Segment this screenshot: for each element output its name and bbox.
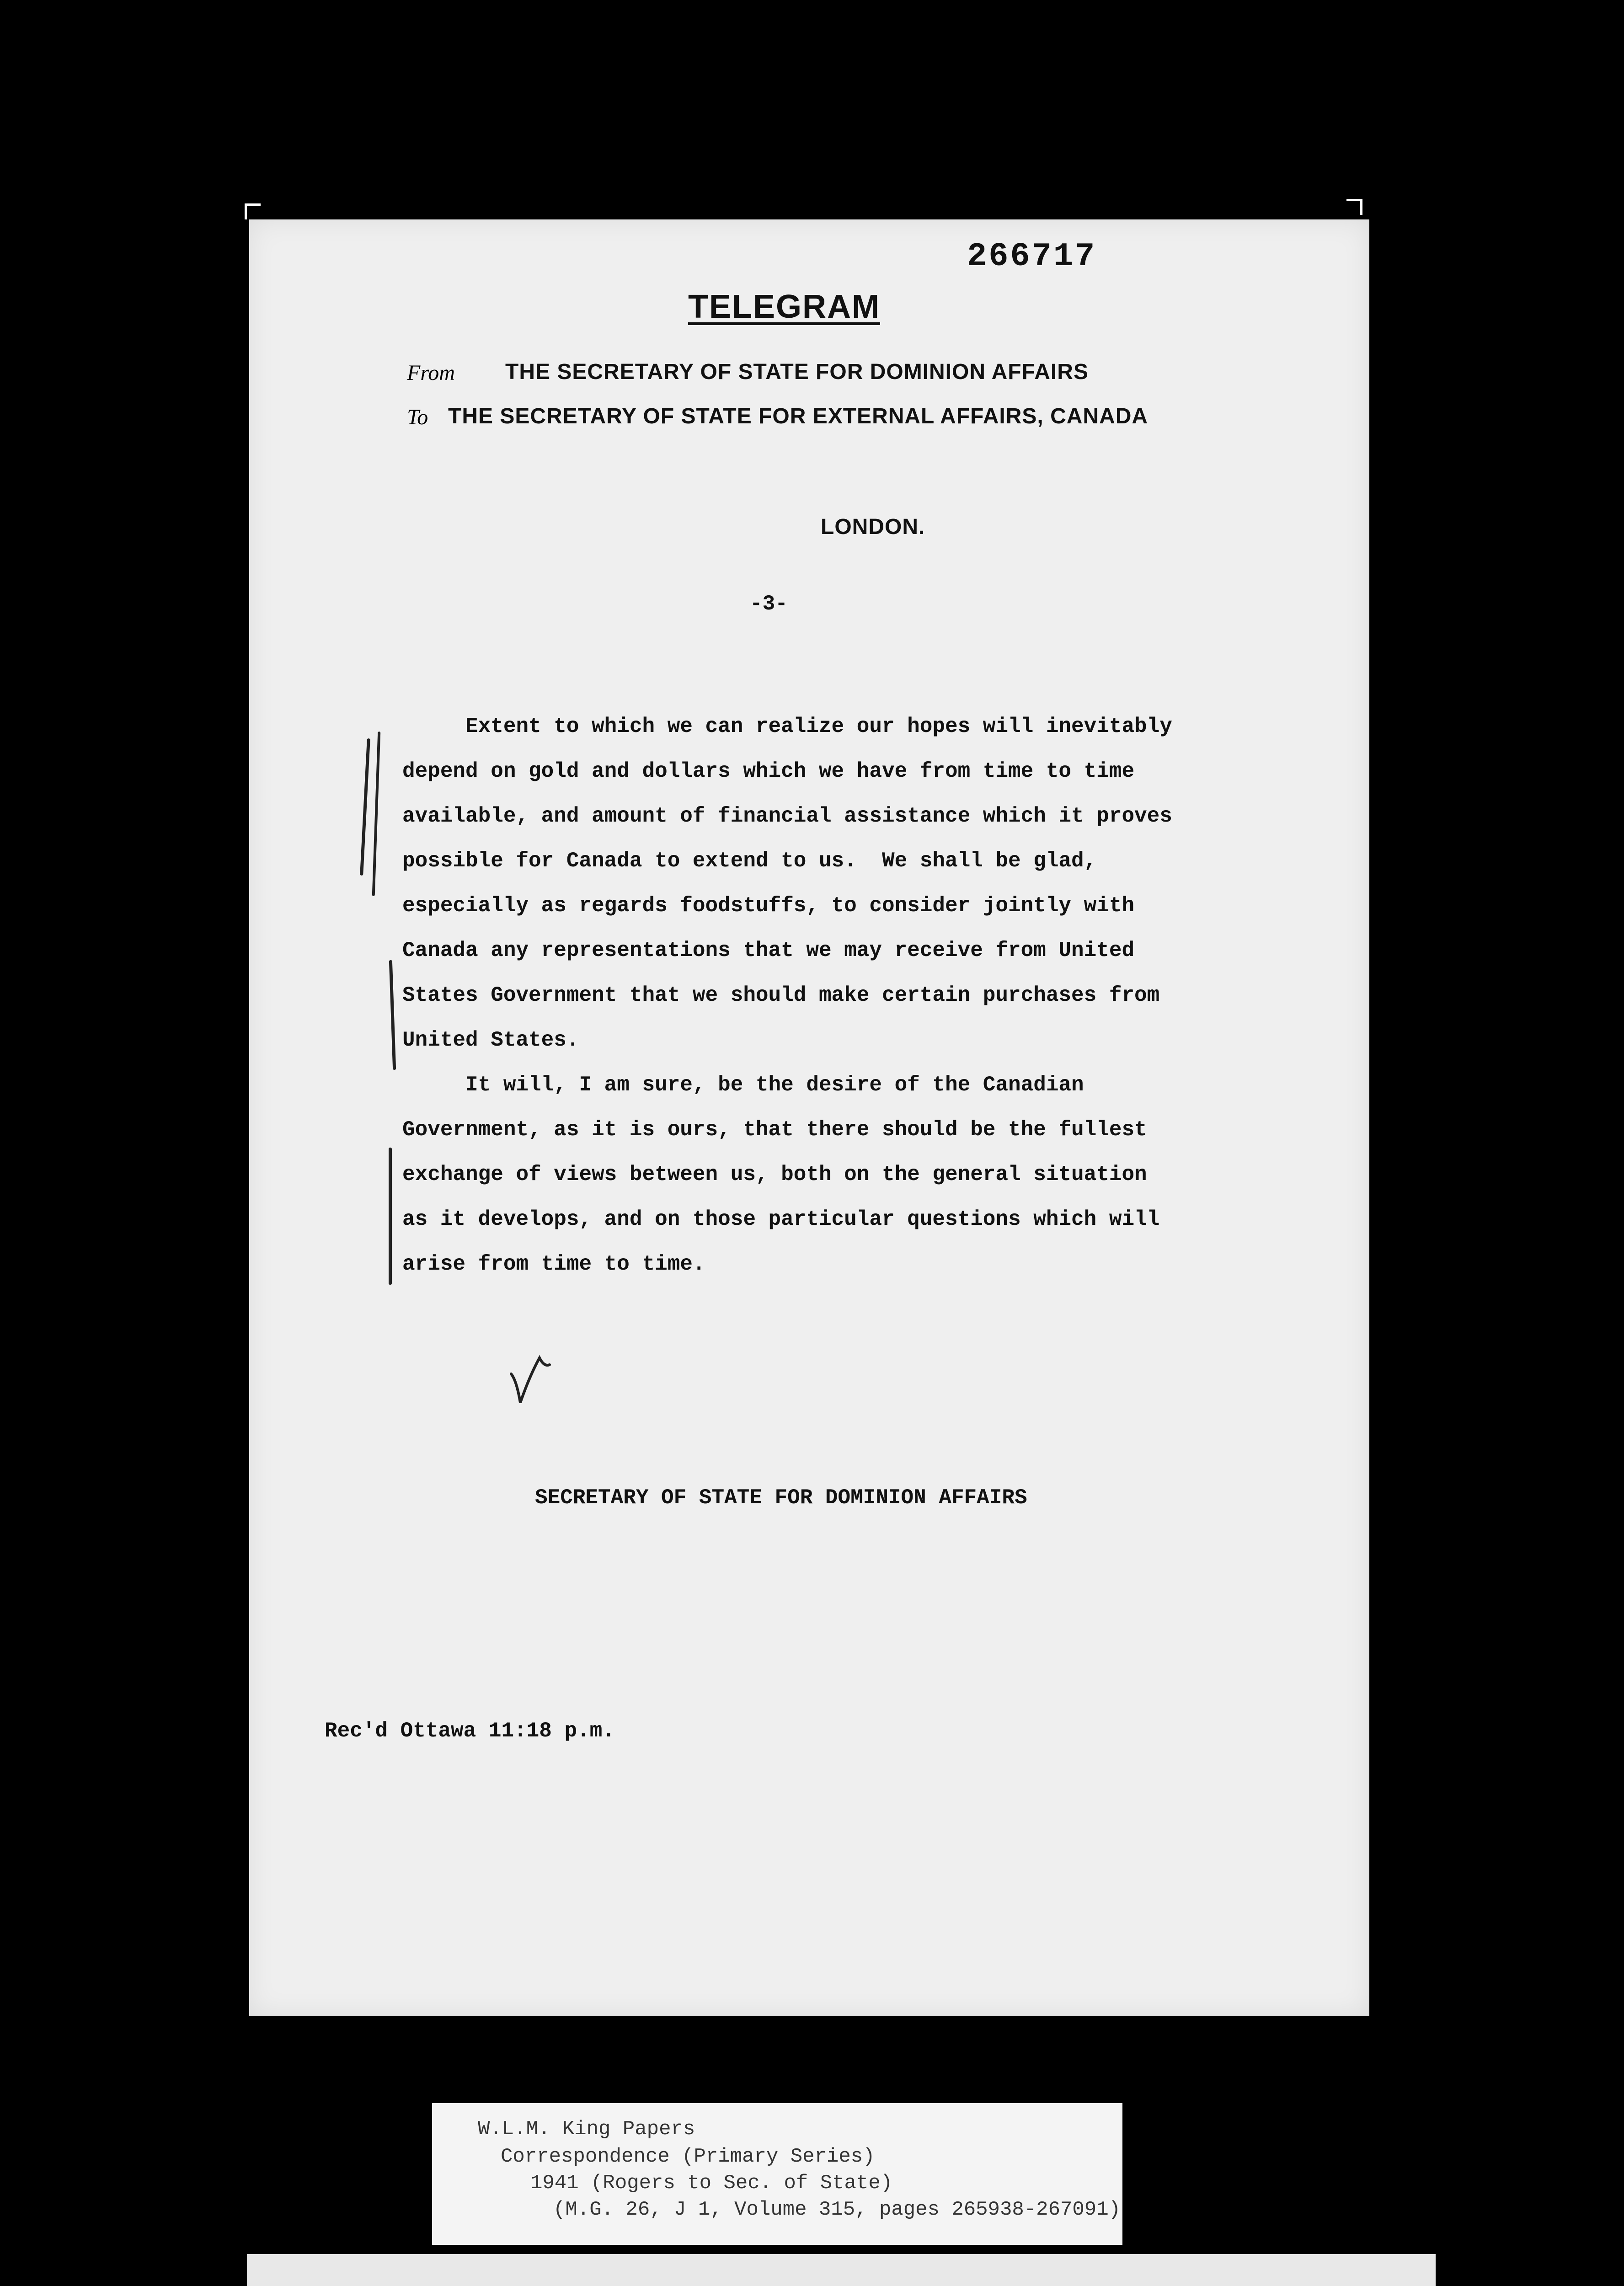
- telegram-body: [402, 704, 1362, 1287]
- label-line: 1941 (Rogers to Sec. of State): [530, 2172, 893, 2195]
- signature-block: SECRETARY OF STATE FOR DOMINION AFFAIRS: [535, 1486, 1027, 1510]
- archive-stamp-box: [247, 2254, 1436, 2286]
- to-label: To: [407, 405, 428, 429]
- margin-mark: [389, 1148, 392, 1285]
- tick-mark-icon: [508, 1349, 558, 1408]
- margin-mark: [372, 732, 381, 896]
- margin-mark: [360, 738, 370, 876]
- from-label: From: [407, 361, 455, 385]
- crop-mark-top-right: [1346, 199, 1362, 215]
- body-line: especially as regards foodstuffs, to consider jointly with: [402, 894, 1135, 918]
- finding-aid-label: [432, 2103, 1122, 2245]
- body-line: arise from time to time.: [402, 1252, 705, 1276]
- crop-mark-top-left: [245, 203, 261, 219]
- margin-mark: [389, 960, 396, 1070]
- body-line: depend on gold and dollars which we have from time to time: [402, 759, 1135, 783]
- body-line: Canada any representations that we may receive from United: [402, 939, 1135, 962]
- label-line: Correspondence (Primary Series): [501, 2145, 875, 2168]
- body-line: Extent to which we can realize our hopes will inevitably: [402, 715, 1172, 738]
- body-line: possible for Canada to extend to us. We shall be glad,: [402, 849, 1097, 873]
- body-line: as it develops, and on those particular questions which will: [402, 1207, 1160, 1231]
- body-line: exchange of views between us, both on the general situation: [402, 1163, 1147, 1186]
- body-line: United States.: [402, 1028, 579, 1052]
- body-line: Government, as it is ours, that there should be the fullest: [402, 1118, 1147, 1142]
- label-line: (M.G. 26, J 1, Volume 315, pages 265938-267091): [553, 2198, 1121, 2221]
- body-line: States Government that we should make certain purchases from: [402, 983, 1160, 1007]
- from-value: THE SECRETARY OF STATE FOR DOMINION AFFAIRS: [505, 360, 1089, 384]
- place-of-origin: LONDON.: [821, 515, 925, 539]
- page-number: -3-: [750, 592, 788, 616]
- body-line: It will, I am sure, be the desire of the Canadian: [402, 1073, 1084, 1097]
- received-stamp: Rec'd Ottawa 11:18 p.m.: [325, 1719, 615, 1743]
- telegram-title: TELEGRAM: [688, 288, 880, 325]
- telegram-page: [249, 219, 1369, 2016]
- label-line: W.L.M. King Papers: [478, 2118, 695, 2141]
- document-number: 266717: [967, 238, 1097, 275]
- body-line: available, and amount of financial assistance which it proves: [402, 804, 1172, 828]
- to-value: THE SECRETARY OF STATE FOR EXTERNAL AFFAIRS, CANADA: [448, 404, 1149, 428]
